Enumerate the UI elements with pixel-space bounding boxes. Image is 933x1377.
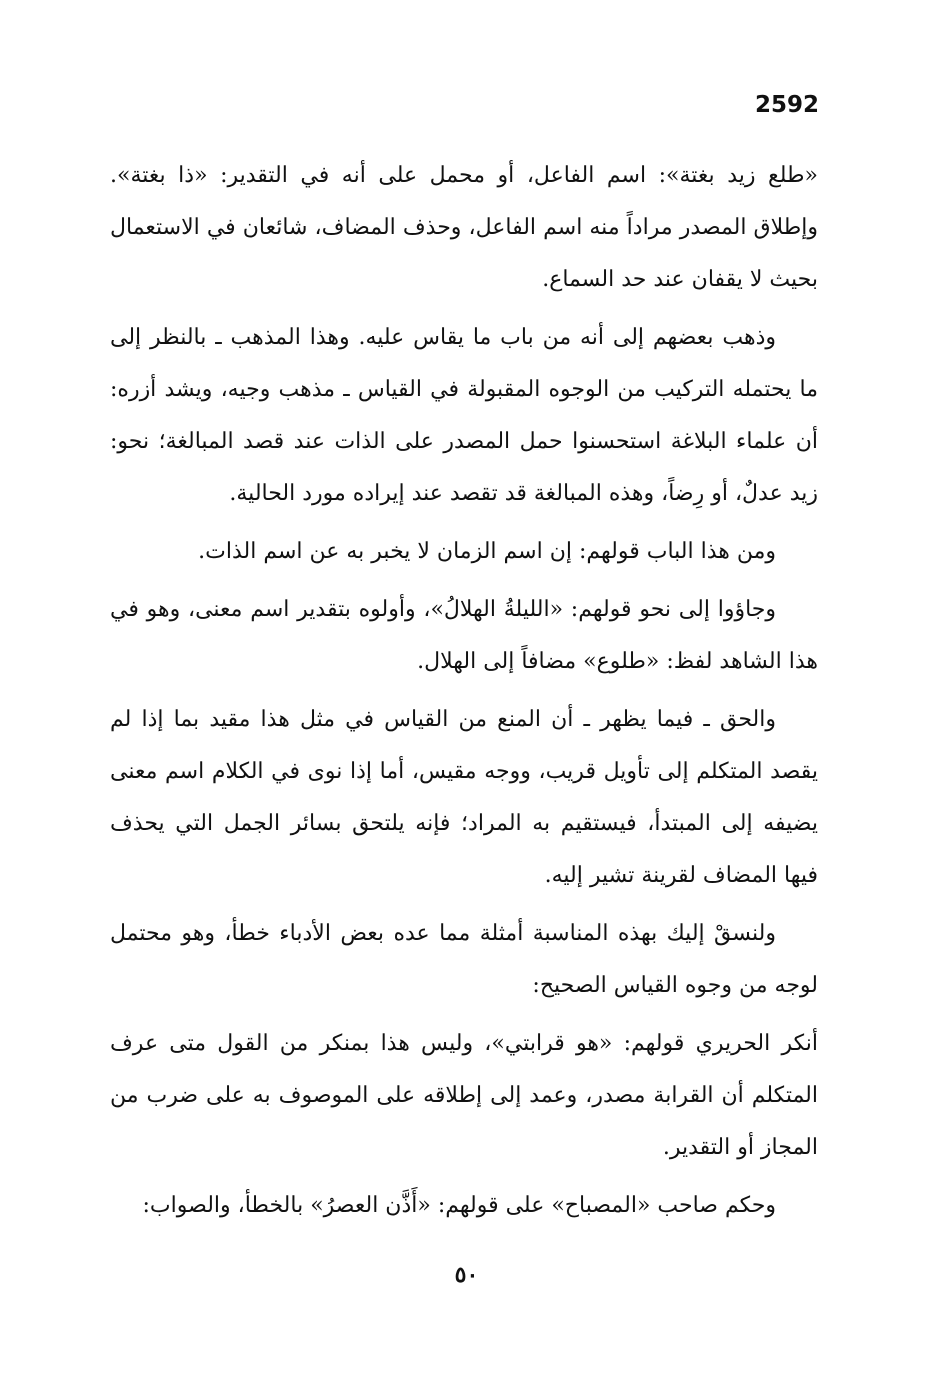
body-text [110, 150, 818, 1238]
paragraph-3: ومن هذا الباب قولهم: إن اسم الزمان لا يخبر به عن اسم الذات. [198, 539, 776, 564]
page-header-number: 2592 [754, 92, 819, 118]
paragraph-7: أنكر الحريري قولهم: «هو قرابتي»، وليس هذا بمنكر من القول متى عرف المتكلم أن القرابة مصدر، وعمد إلى إطلاقه على الموصوف به على ضرب من المجاز أو التقدير. [110, 1031, 818, 1160]
paragraph-5: والحق ـ فيما يظهر ـ أن المنع من القياس في مثل هذا مقيد بما إذا لم يقصد المتكلم إلى تأويل قريب، ووجه مقيس، أما إذا نوى في الكلام اسم معنى يضيفه إلى المبتدأ، فيستقيم به المراد؛ فإنه يلتحق بسائر الجمل التي يحذف فيها المضاف لقرينة تشير إليه. [110, 707, 818, 888]
page-footer-number: ٥٠ [454, 1262, 479, 1288]
paragraph-6: ولنسقْ إليك بهذه المناسبة أمثلة مما عده بعض الأدباء خطأ، وهو محتمل لوجه من وجوه القياس الصحيح: [110, 921, 818, 998]
paragraph-4: وجاؤوا إلى نحو قولهم: «الليلةُ الهلالُ»، وأولوه بتقدير اسم معنى، وهو في هذا الشاهد لفظ: «طلوع» مضافاً إلى الهلال. [110, 597, 818, 674]
paragraph-1: «طلع زيد بغتة»: اسم الفاعل، أو محمل على أنه في التقدير: «ذا بغتة». وإطلاق المصدر مراداً منه اسم الفاعل، وحذف المضاف، شائعان في الاستعمال بحيث لا يقفان عند حد السماع. [110, 163, 818, 292]
paragraph-8: وحكم صاحب «المصباح» على قولهم: «أَذَّن العصرُ» بالخطأ، والصواب: [142, 1193, 776, 1218]
paragraph-2: وذهب بعضهم إلى أنه من باب ما يقاس عليه. وهذا المذهب ـ بالنظر إلى ما يحتمله التركيب من الوجوه المقبولة في القياس ـ مذهب وجيه، ويشد أزره: أن علماء البلاغة استحسنوا حمل المصدر على الذات عند قصد المبالغة؛ نحو: زيد عدلٌ، أو رِضاً، وهذه المبالغة قد تقصد عند إيراده مورد الحالية. [110, 325, 818, 506]
